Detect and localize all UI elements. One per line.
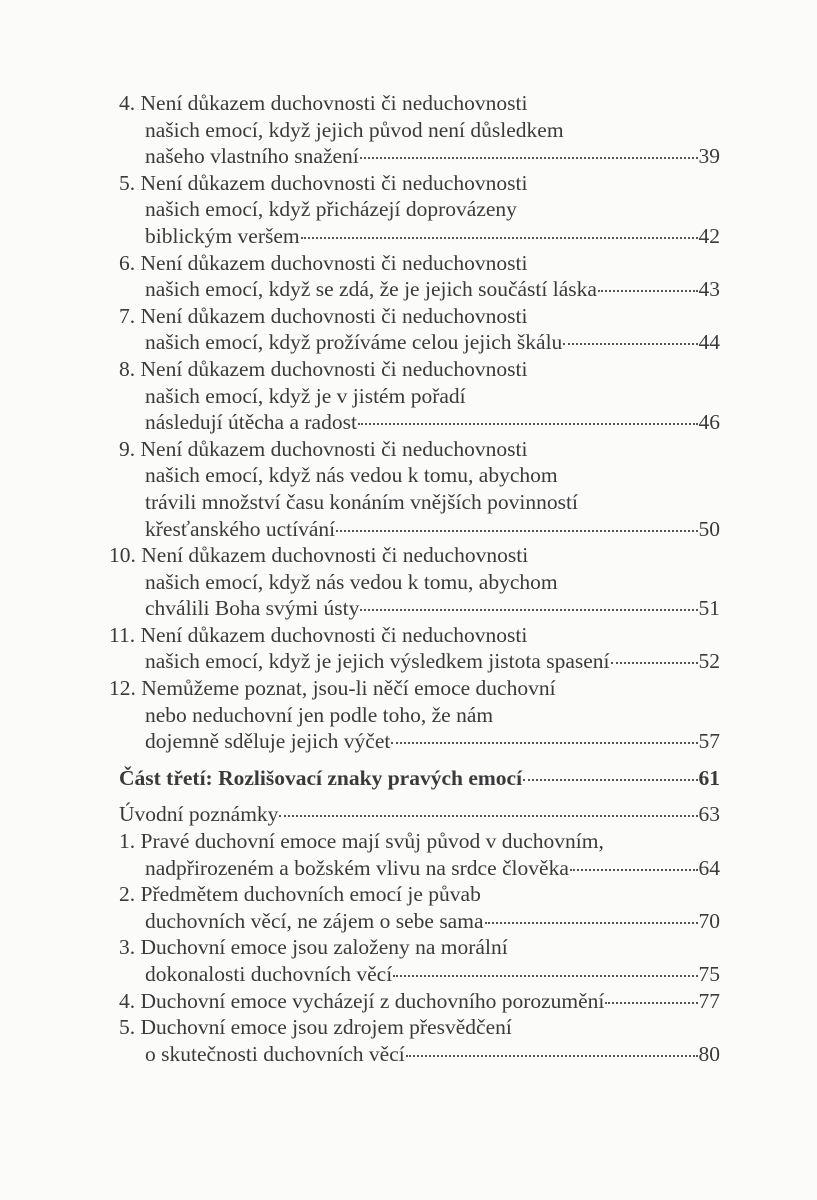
toc-entry-line: našich emocí, když jejich původ není důsledkem xyxy=(145,117,564,142)
toc-entry xyxy=(119,170,720,250)
dot-leader xyxy=(485,922,698,924)
dot-leader xyxy=(611,662,698,664)
dot-leader xyxy=(523,779,697,781)
toc-entry-last-line xyxy=(119,728,720,755)
toc-entry-line: 1. Pravé duchovní emoce mají svůj původ v duchovním, xyxy=(119,829,604,854)
toc-entry-text: křesťanského uctívání xyxy=(145,516,336,541)
toc-entry xyxy=(119,356,720,436)
toc-entry-text: biblickým veršem xyxy=(145,223,300,248)
toc-entry-text: následují útěcha a radost xyxy=(145,410,357,435)
toc-entry xyxy=(109,542,720,622)
toc-entry-last-line xyxy=(119,143,720,170)
toc-entry xyxy=(119,436,720,542)
toc-entry-last-line xyxy=(119,648,720,675)
page-number: 50 xyxy=(698,516,720,541)
dot-leader xyxy=(336,530,697,532)
page-number: 75 xyxy=(698,962,720,986)
page-number: 77 xyxy=(698,988,720,1013)
toc-entry-line: 11. Není důkazem duchovnosti či neduchovnosti xyxy=(109,622,528,647)
page-number: 46 xyxy=(698,410,720,435)
dot-leader xyxy=(605,1002,697,1004)
dot-leader xyxy=(570,869,698,871)
page-number: 70 xyxy=(698,908,720,933)
page-number: 64 xyxy=(698,855,720,880)
toc-entry-line: 12. Nemůžeme poznat, jsou-li něčí emoce duchovní xyxy=(109,676,556,701)
toc-entry-text: nadpřirozeném a božském vlivu na srdce člověka xyxy=(145,855,569,880)
toc-entry-text: dokonalosti duchovních věcí xyxy=(145,962,393,986)
toc-entry-line: našich emocí, když nás vedou k tomu, abychom xyxy=(145,463,558,488)
toc-entry-text: našeho vlastního snažení xyxy=(145,144,359,169)
toc-entry-line: 7. Není důkazem duchovnosti či neduchovnosti xyxy=(119,303,528,328)
toc-entry-last-line xyxy=(119,223,720,250)
page-number: 57 xyxy=(698,729,720,754)
toc-entry-text: duchovních věcí, ne zájem o sebe sama xyxy=(145,908,484,933)
dot-leader xyxy=(360,609,697,611)
page-number: 51 xyxy=(698,596,720,621)
dot-leader xyxy=(301,237,698,239)
toc-entry-text: našich emocí, když se zdá, že je jejich součástí láska xyxy=(145,277,597,302)
dot-leader xyxy=(279,815,697,817)
page-number: 44 xyxy=(698,330,720,355)
toc-entry-last-line xyxy=(119,988,720,1015)
toc-entry-last-line xyxy=(119,908,720,935)
part-title: Část třetí: Rozlišovací znaky pravých emocí xyxy=(119,765,523,790)
toc-entry-text: našich emocí, když je jejich výsledkem jistota spasení xyxy=(145,649,610,674)
page-number: 61 xyxy=(698,765,720,790)
toc-entry xyxy=(119,303,720,356)
dot-leader xyxy=(360,157,698,159)
toc-entry-last-line xyxy=(119,1041,720,1068)
toc-entry-line: 10. Není důkazem duchovnosti či neduchovnosti xyxy=(109,543,529,568)
dot-leader xyxy=(563,343,697,345)
toc-entry-line: 8. Není důkazem duchovnosti či neduchovnosti xyxy=(119,356,528,381)
dot-leader xyxy=(393,975,697,977)
page-number: 43 xyxy=(698,277,720,302)
toc-entry-last-line xyxy=(119,276,720,303)
toc-entry-line: 5. Duchovní emoce jsou zdrojem přesvědčení xyxy=(119,1015,512,1040)
dot-leader xyxy=(391,742,697,744)
page-number: 52 xyxy=(698,649,720,674)
toc-entry xyxy=(109,675,720,755)
toc-entry xyxy=(119,881,720,934)
toc-entry-text: dojemně sděluje jejich výčet xyxy=(145,729,391,754)
toc-entry-line: 5. Není důkazem duchovnosti či neduchovnosti xyxy=(119,170,528,195)
toc-entry-line: 3. Duchovní emoce jsou založeny na morální xyxy=(119,935,508,960)
dot-leader xyxy=(406,1055,698,1057)
dot-leader xyxy=(358,423,698,425)
page-number: 63 xyxy=(698,802,720,827)
toc-entry-last-line xyxy=(119,409,720,436)
toc-entry-text: 4. Duchovní emoce vycházejí z duchovního porozumění xyxy=(119,988,605,1013)
page-number: 42 xyxy=(698,223,720,248)
toc-entry-line: 6. Není důkazem duchovnosti či neduchovnosti xyxy=(119,250,528,275)
toc-entry-text: Úvodní poznámky xyxy=(119,802,279,827)
toc-entry-text: našich emocí, když prožíváme celou jejich škálu xyxy=(145,330,563,355)
page-number: 39 xyxy=(698,144,720,169)
toc-entry xyxy=(119,1014,720,1067)
toc-entry-line: 2. Předmětem duchovních emocí je půvab xyxy=(119,882,481,907)
toc-entry-line: 9. Není důkazem duchovnosti či neduchovnosti xyxy=(119,436,528,461)
toc-entry-last-line xyxy=(119,855,720,882)
toc-entry-last-line xyxy=(119,961,720,988)
toc-entry-line: našich emocí, když přicházejí doprovázeny xyxy=(145,197,517,222)
toc-entry-line: trávili množství času konáním vnějších povinností xyxy=(145,489,578,514)
toc-entry-last-line xyxy=(119,516,720,543)
toc-entry-text: chválili Boha svými ústy xyxy=(145,596,360,621)
dot-leader xyxy=(598,290,698,292)
toc-entry-line: našich emocí, když je v jistém pořadí xyxy=(145,383,466,408)
toc-entry xyxy=(119,801,720,828)
toc-entry-last-line xyxy=(119,595,720,622)
toc-entry xyxy=(119,90,720,170)
toc-entry-last-line xyxy=(119,765,720,792)
table-of-contents xyxy=(109,90,720,1067)
toc-entry-last-line xyxy=(119,801,720,828)
toc-entry xyxy=(119,250,720,303)
toc-entry-line: našich emocí, když nás vedou k tomu, abychom xyxy=(145,569,558,594)
toc-entry-text: o skutečnosti duchovních věcí xyxy=(145,1041,405,1066)
toc-entry xyxy=(119,828,720,881)
toc-part-heading xyxy=(119,765,720,792)
page-number: 80 xyxy=(698,1041,720,1066)
toc-entry xyxy=(119,988,720,1015)
toc-entry-line: 4. Není důkazem duchovnosti či neduchovnosti xyxy=(119,91,528,115)
toc-entry xyxy=(109,622,720,675)
toc-entry xyxy=(119,934,720,987)
toc-entry-last-line xyxy=(119,329,720,356)
toc-entry-line: nebo neduchovní jen podle toho, že nám xyxy=(145,702,494,727)
